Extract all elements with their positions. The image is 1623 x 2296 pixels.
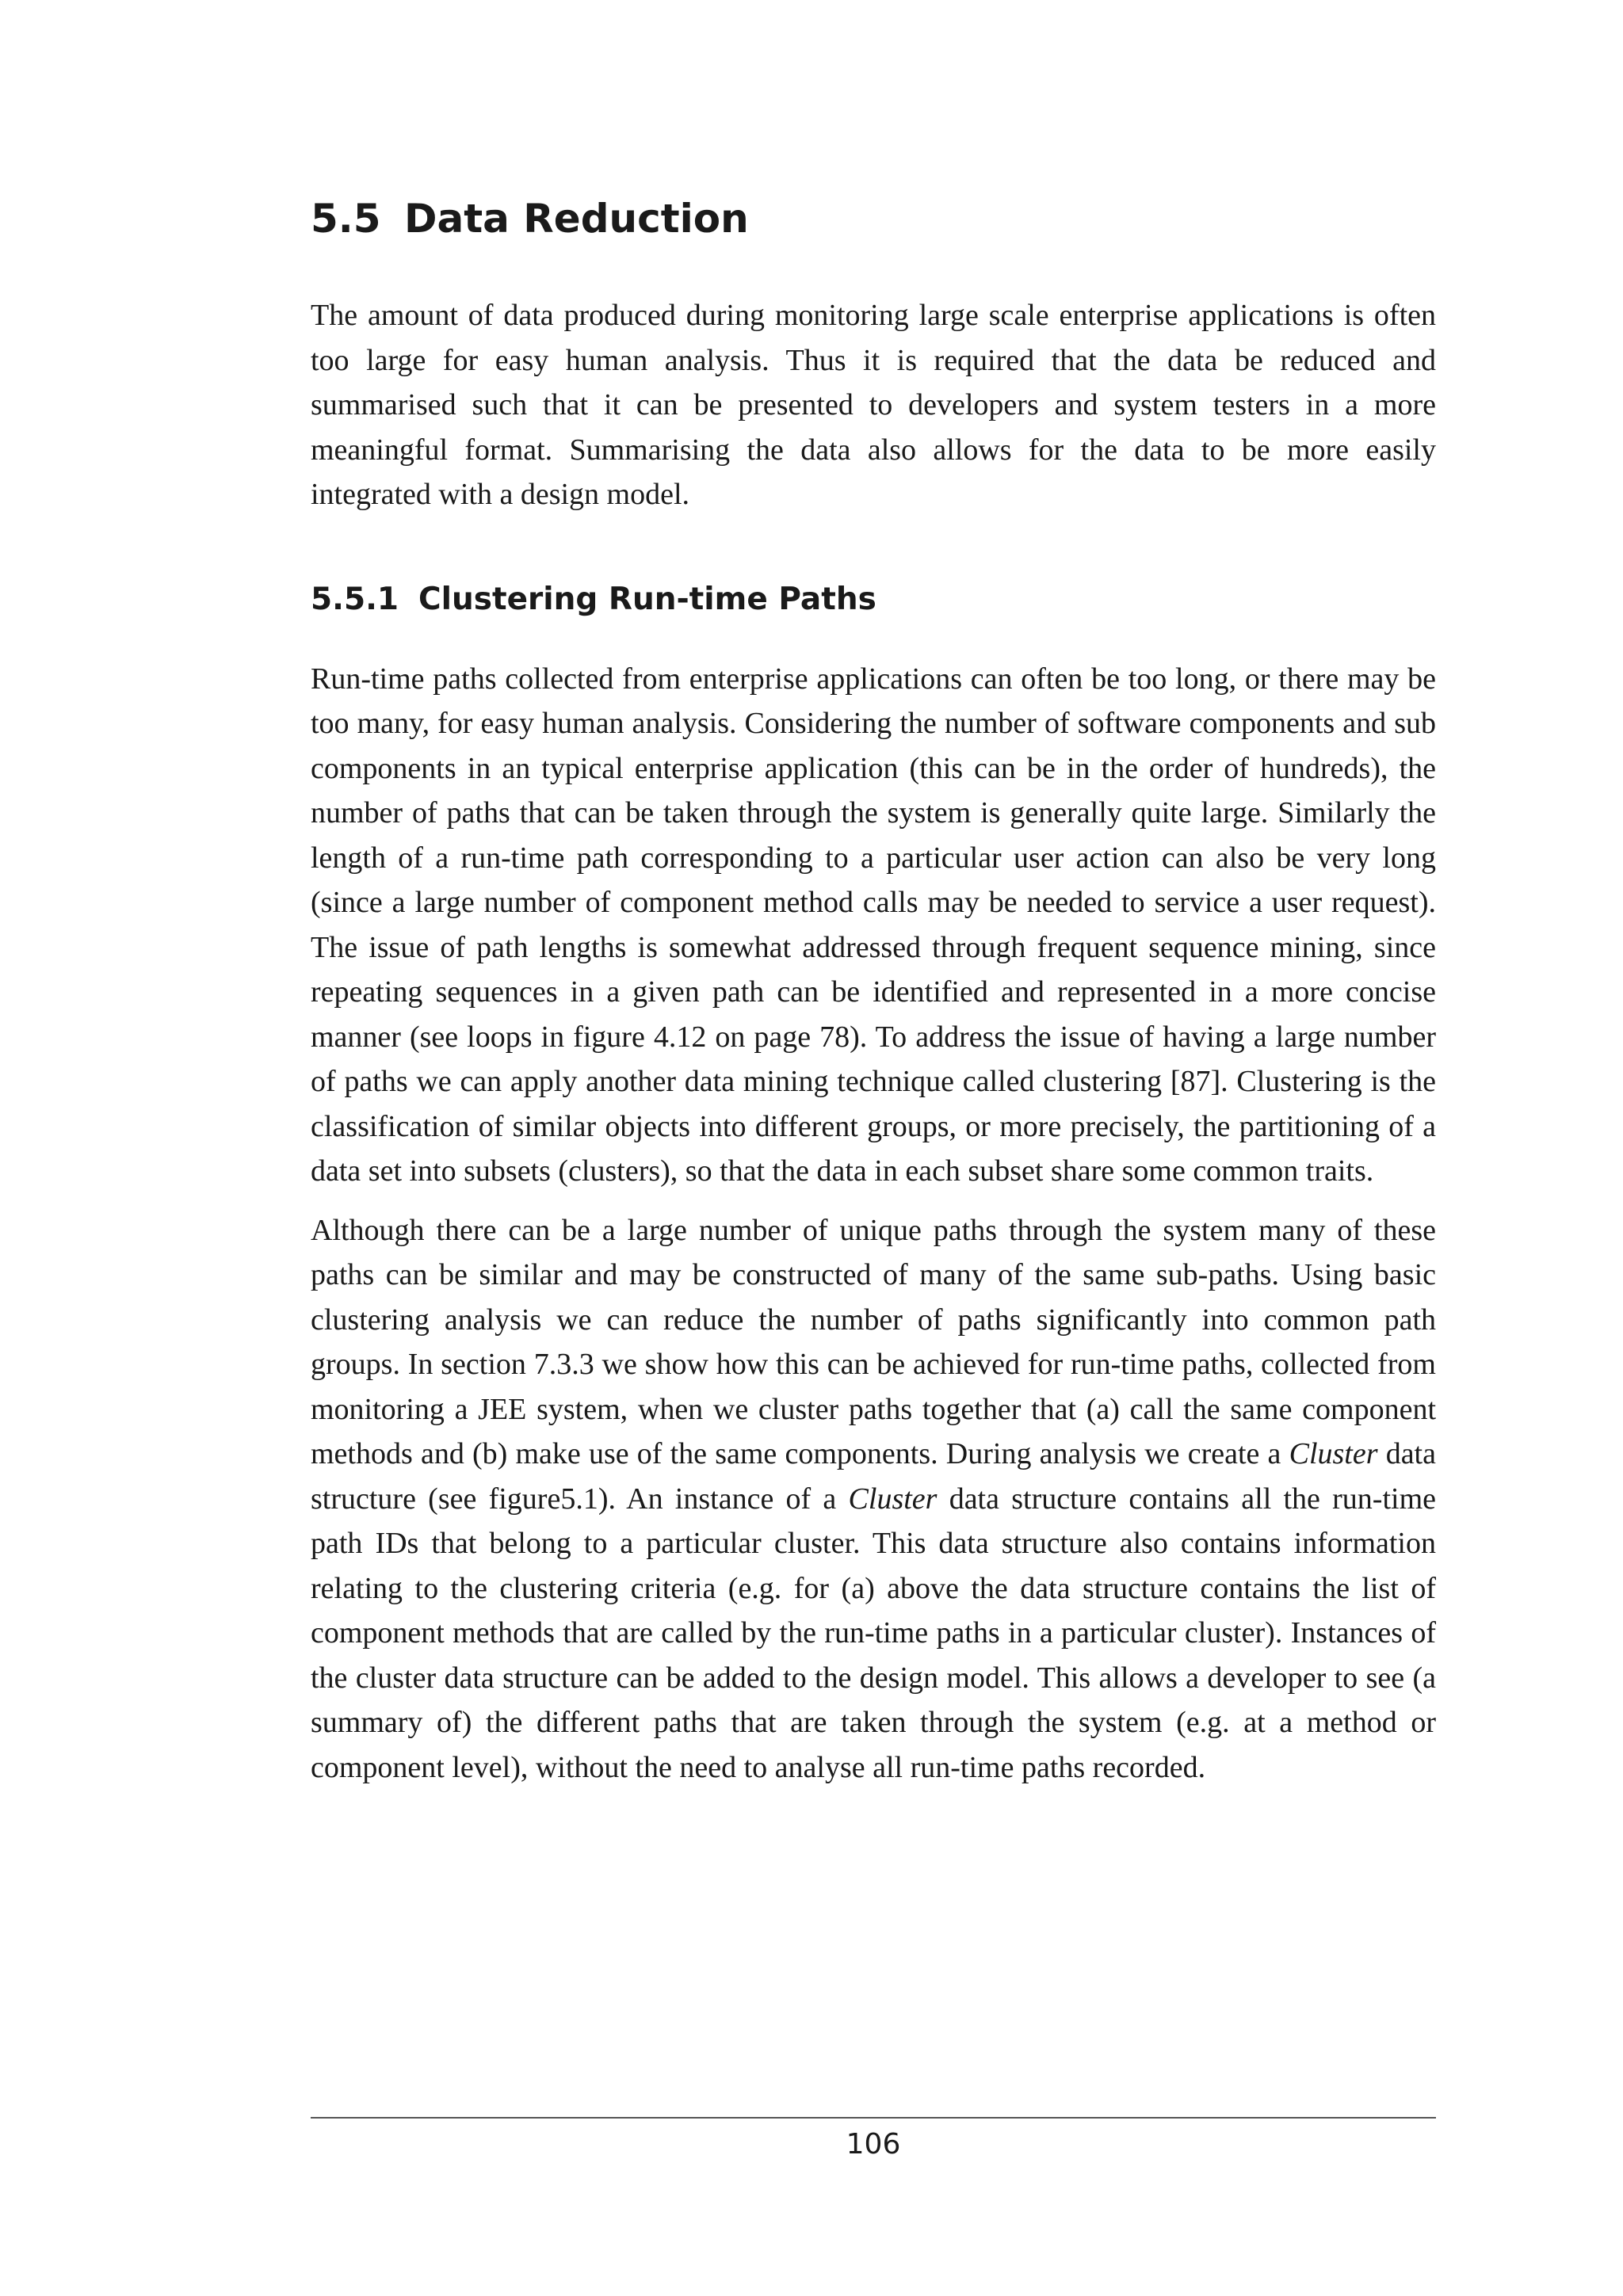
cluster-term: Cluster (1289, 1437, 1378, 1470)
subsection-paragraph-1: Run-time paths collected from enterprise applications can often be too long, or there may be too many, for easy human analysis. Considering the number of software components and sub components in an typical enterprise application (this can be in the order of hundreds), the number of paths that can be taken through the system is generally quite large. Similarly the length of a run-time path corresponding to a particular user action can also be very long (since a large number of component method calls may be needed to service a user request). The issue of path lengths is somewhat addressed through frequent sequence mining, since repeating sequences in a given path can be identified and represented in a more concise manner (see loops in figure 4.12 on page 78). To address the issue of having a large number of paths we can apply another data mining technique called clustering [87]. Clustering is the classification of similar objects into different groups, or more precisely, the partitioning of a data set into subsets (clusters), so that the data in each subset share some common traits. (311, 662, 1436, 1188)
section-paragraph: The amount of data produced during monitoring large scale enterprise applications is often too large for easy human analysis. Thus it is required that the data be reduced and summarised such that it can be presented to developers and system testers in a more meaningful format. Summarising the data also allows for the data to be more easily integrated with a design model. (311, 299, 1436, 511)
paragraph-text: Although there can be a large number of unique paths through the system many of these paths can be similar and may be constructed of many of the same sub-paths. Using basic clustering analysis we can reduce the number of paths significantly into common path groups. In section 7.3.3 we show how this can be achieved for run-time paths, collected from monitoring a JEE system, when we cluster paths together that (a) call the same component methods and (b) make use of the same components. During analysis we create a (311, 1213, 1436, 1470)
section-number: 5.5 (311, 196, 381, 242)
subsection-number: 5.5.1 (311, 581, 399, 617)
subsection-title: Clustering Run-time Paths (418, 581, 876, 617)
page-body (311, 190, 1436, 1790)
paragraph-text: data structure contains all the run-time path IDs that belong to a particular cluster. This data structure also contains information relating to the clustering criteria (e.g. for (a) above the data structure contains the list of component methods that are called by the run-time paths in a particular cluster). Instances of the cluster data structure can be added to the design model. This allows a developer to see (a summary of) the different paths that are taken through the system (e.g. at a method or component level), without the need to analyse all run-time paths recorded. (311, 1482, 1437, 1784)
section-heading (311, 190, 1436, 247)
page-number: 106 (846, 2128, 901, 2161)
cluster-term: Cluster (848, 1482, 938, 1516)
section-title: Data Reduction (404, 196, 749, 242)
subsection-heading (311, 576, 1436, 624)
footer-rule (311, 2117, 1436, 2119)
paragraph-text: data structure (see figure5.1). An instance of a (311, 1437, 1436, 1516)
subsection-paragraph-2 (311, 1208, 1436, 1791)
